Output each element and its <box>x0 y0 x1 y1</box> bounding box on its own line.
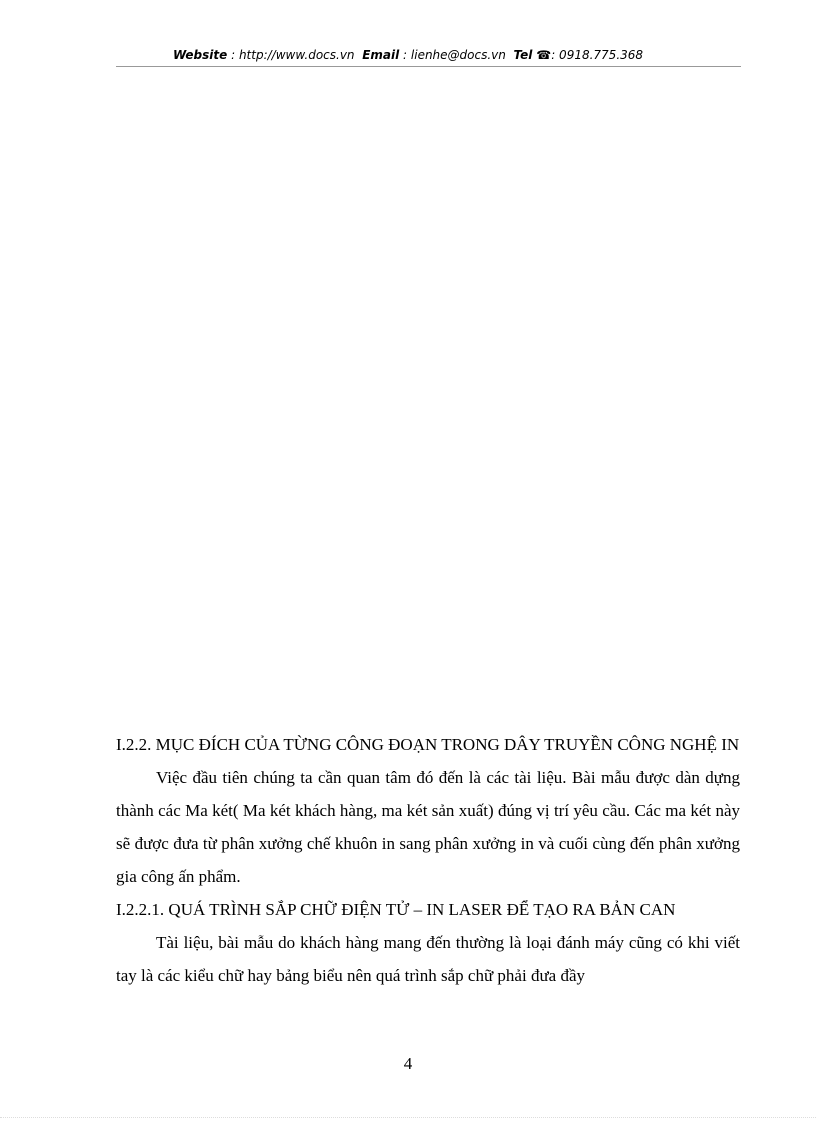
website-url: : http://www.docs.vn <box>231 48 355 62</box>
section-heading: I.2.2. MỤC ĐÍCH CỦA TỪNG CÔNG ĐOẠN TRONG DÂY TRUYỀN CÔNG NGHỆ IN <box>116 735 740 754</box>
page-number: 4 <box>403 1054 413 1073</box>
website-label: Website <box>172 48 228 62</box>
tel-label: Tel <box>513 48 533 62</box>
phone-icon: ☎ <box>536 48 552 62</box>
email-label: Email <box>362 48 400 62</box>
page-header <box>0 48 816 62</box>
page-bottom-border <box>0 1117 816 1118</box>
subsection-heading: I.2.2.1. QUÁ TRÌNH SẮP CHỮ ĐIỆN TỬ – IN LASER ĐỂ TẠO RA BẢN CAN <box>116 900 676 919</box>
body-paragraph: Việc đầu tiên chúng ta cần quan tâm đó đến là các tài liệu. Bài mẫu được dàn dựng thành các Ma két( Ma két khách hàng, ma két sản xuất) đúng vị trí yêu cầu. Các ma két này sẽ được đưa từ phân xưởng chế khuôn in sang phân xưởng in và cuối cùng đến phân xưởng gia công ấn phẩm. <box>116 768 740 886</box>
tel-value: : 0918.775.368 <box>551 48 644 62</box>
email-value: : lienhe@docs.vn <box>403 48 506 62</box>
document-body <box>116 728 740 992</box>
header-divider <box>116 66 741 67</box>
body-paragraph: Tài liệu, bài mẫu do khách hàng mang đến thường là loại đánh máy cũng có khi viết tay là các kiểu chữ hay bảng biểu nên quá trình sắp chữ phải đưa đầy <box>116 933 740 985</box>
